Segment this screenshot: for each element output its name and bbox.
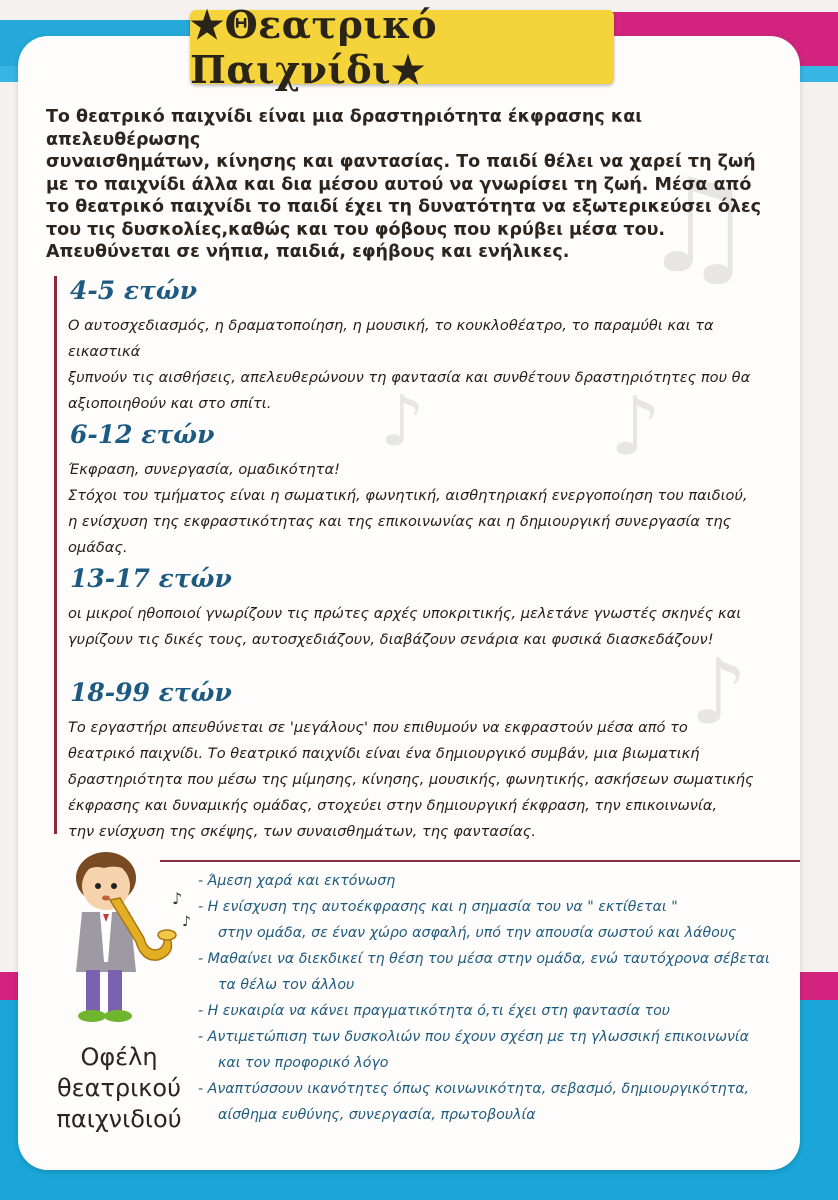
section-4-5 [68, 276, 790, 417]
benefit-item [198, 1024, 798, 1076]
section-line: οι μικροί ηθοποιοί γνωρίζουν τις πρώτες αρχές υποκριτικής, μελετάνε γνωστές σκηνές και [68, 605, 742, 622]
benefits-list [198, 868, 798, 1128]
section-accent-bar [54, 276, 57, 834]
benefit-line: αίσθημα ευθύνης, συνεργασία, πρωτοβουλία [218, 1107, 536, 1123]
section-6-12 [68, 420, 790, 561]
benefit-line: στην ομάδα, σε έναν χώρο ασφαλή, υπό την απουσία σωστού και λάθους [218, 925, 737, 941]
benefit-item [198, 1076, 798, 1128]
benefit-line: - Η ευκαιρία να κάνει πραγματικότητα ό,τι έχει στη φαντασία του [198, 1003, 671, 1019]
intro-line: του τις δυσκολίες,καθώς και του φόβους που κρύβει μέσα του. [46, 219, 666, 240]
section-line: έκφρασης και δυναμικής ομάδας, στοχεύει στην δημιουργική έκφραση, την επικοινωνία, [68, 797, 718, 814]
section-line: Στόχοι του τμήματος είναι η σωματική, φωνητική, αισθητηριακή ενεργοποίηση του παιδιού, [68, 487, 748, 504]
benefit-line: - Άμεση χαρά και εκτόνωση [198, 873, 396, 889]
caption-line: Οφέλη [80, 1043, 158, 1071]
benefit-line: - Η ενίσχυση της αυτοέκφρασης και η σημασία του να " εκτίθεται " [198, 899, 678, 915]
benefit-line: τα θέλω τον άλλου [218, 977, 355, 993]
benefit-line: και τον προφορικό λόγο [218, 1055, 389, 1071]
music-note-icon: ♪ [380, 380, 425, 462]
caption-line: θεατρικού [57, 1074, 181, 1102]
benefit-line: - Αναπτύσσουν ικανότητες όπως κοινωνικότητα, σεβασμό, δημιουργικότητα, [198, 1081, 750, 1097]
benefit-item [198, 998, 798, 1024]
intro-paragraph [46, 106, 766, 264]
benefits-caption [44, 1042, 194, 1135]
title-banner [190, 2, 614, 92]
section-line: δραστηριότητα που μέσω της μίμησης, κίνησης, μουσικής, φωνητικής, ασκήσεων σωματικής [68, 771, 754, 788]
intro-line: το θεατρικό παιχνίδι το παιδί έχει τη δυνατότητα να εξωτερικεύσει όλες [46, 197, 762, 217]
benefit-item [198, 868, 798, 894]
section-line: αξιοποιηθούν και στο σπίτι. [68, 395, 272, 412]
section-18-99 [68, 678, 790, 845]
section-heading: 13-17 ετών [70, 564, 232, 593]
page-title: ★Θεατρικό Παιχνίδι★ [190, 2, 438, 92]
section-line: ξυπνούν τις αισθήσεις, απελευθερώνουν τη φαντασία και συνθέτουν δραστηριότητες που θα [68, 369, 751, 386]
svg-text:♪: ♪ [172, 889, 183, 908]
intro-line: με το παιχνίδι άλλα και δια μέσου αυτού να γνωρίσει τη ζωή. Μέσα από [46, 174, 752, 195]
benefit-line: - Μαθαίνει να διεκδικεί τη θέση του μέσα στην ομάδα, ενώ ταυτόχρονα σέβεται [198, 951, 770, 967]
music-note-icon: ♪ [690, 640, 748, 745]
benefit-item [198, 894, 798, 946]
intro-line: Το θεατρικό παιχνίδι είναι μια δραστηριότητα έκφρασης και απελευθέρωσης [46, 107, 643, 150]
section-line: θεατρικό παιχνίδι. Το θεατρικό παιχνίδι είναι ένα δημιουργικό συμβάν, μια βιωματική [68, 745, 700, 762]
svg-text:♪: ♪ [182, 914, 191, 930]
section-line: Το εργαστήρι απευθύνεται σε 'μεγάλους' που επιθυμούν να εκφραστούν μέσα από το [68, 719, 688, 736]
benefits-divider [160, 860, 800, 862]
intro-line: Απευθύνεται σε νήπια, παιδιά, εφήβους και ενήλικες. [46, 242, 570, 262]
section-heading: 18-99 ετών [70, 678, 232, 707]
section-heading: 4-5 ετών [70, 276, 198, 305]
section-line: Έκφραση, συνεργασία, ομαδικότητα! [68, 461, 340, 478]
intro-line: συναισθημάτων, κίνησης και φαντασίας. Το παιδί θέλει να χαρεί τη ζωή [46, 152, 756, 172]
benefit-item [198, 946, 798, 998]
section-line: Ο αυτοσχεδιασμός, η δραματοποίηση, η μουσική, το κουκλοθέατρο, το παραμύθι και τα εικαστικά [68, 317, 714, 360]
music-note-icon: ♪ [610, 380, 662, 473]
saxophone-boy-illustration [46, 842, 196, 1032]
section-line: την ενίσχυση της σκέψης, των συναισθημάτων, της φαντασίας. [68, 823, 536, 840]
section-line: γυρίζουν τις δικές τους, αυτοσχεδιάζουν, διαβάζουν σενάρια και φυσικά διασκεδάζουν! [68, 631, 714, 648]
benefit-line: - Αντιμετώπιση των δυσκολιών που έχουν σχέση με τη γλωσσική επικοινωνία [198, 1029, 750, 1045]
section-heading: 6-12 ετών [70, 420, 215, 449]
section-line: η ενίσχυση της εκφραστικότητας και της επικοινωνίας και η δημιουργική συνεργασία της ομάδας. [68, 513, 732, 556]
caption-line: παιχνιδιού [56, 1105, 182, 1133]
music-note-icon: ♫ [640, 150, 757, 302]
section-13-17 [68, 564, 790, 653]
